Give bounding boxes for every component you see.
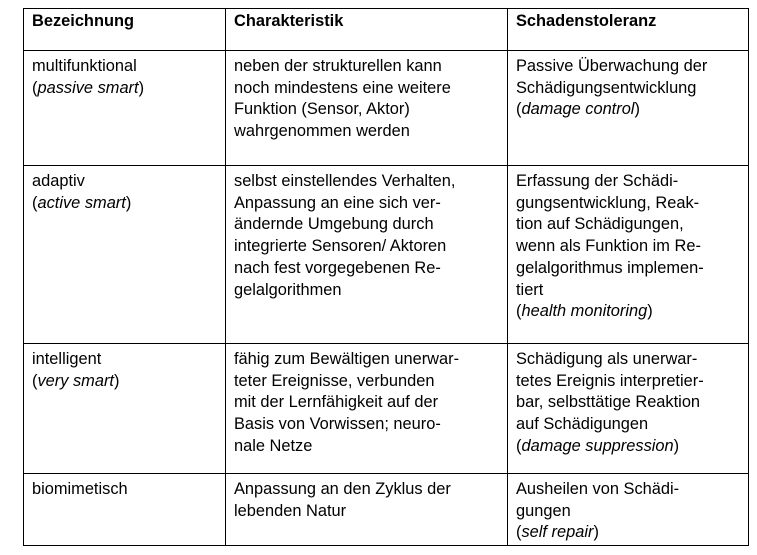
name-cell (24, 166, 226, 344)
tolerance-line: Schädigungsentwicklung (516, 78, 697, 97)
name-label: multifunktional (32, 57, 137, 75)
tolerance-cell (508, 474, 749, 546)
name-label: biomimetisch (32, 480, 128, 498)
tolerance-line: Ausheilen von Schädi- (516, 480, 680, 498)
tolerance-line: tion auf Schädigungen, (516, 215, 684, 234)
name-label: adaptiv (32, 172, 85, 190)
tolerance-line: Passive Überwachung der (516, 57, 708, 75)
table-body (24, 51, 749, 546)
tolerance-line: Schädigung als unerwar- (516, 350, 698, 368)
tolerance-line: auf Schädigungen (516, 415, 649, 434)
characteristic-line: teter Ereignisse, verbunden (234, 371, 435, 390)
tolerance-term: (damage suppression) (516, 436, 680, 455)
tolerance-line: tetes Ereignis interpretier- (516, 371, 704, 390)
characteristic-cell (226, 474, 508, 546)
tolerance-cell (508, 51, 749, 166)
table-header (24, 9, 749, 51)
characteristic-line: neben der strukturellen kann (234, 57, 442, 75)
characteristic-cell (226, 166, 508, 344)
header-row (24, 9, 749, 51)
tolerance-line: gungen (516, 501, 571, 520)
header-charakteristik: Charakteristik (226, 9, 508, 51)
name-label: intelligent (32, 350, 102, 368)
tolerance-term: (self repair) (516, 523, 599, 542)
characteristic-line: nale Netze (234, 436, 313, 455)
name-alt: (passive smart) (32, 78, 145, 97)
table-row (24, 166, 749, 344)
tolerance-line: bar, selbsttätige Reaktion (516, 393, 701, 412)
name-cell (24, 51, 226, 166)
name-cell (24, 474, 226, 546)
characteristic-cell (226, 51, 508, 166)
tolerance-term: (damage control) (516, 100, 640, 119)
characteristic-line: noch mindestens eine weitere (234, 78, 451, 97)
tolerance-line: Erfassung der Schädi- (516, 172, 679, 190)
table-row (24, 344, 749, 474)
table-row (24, 474, 749, 546)
characteristic-line: selbst einstellendes Verhalten, (234, 172, 456, 190)
tolerance-line: wenn als Funktion im Re- (516, 237, 701, 256)
tolerance-line: gelalgorithmus implemen- (516, 258, 704, 277)
tolerance-cell (508, 166, 749, 344)
tolerance-line: gungsentwicklung, Reak- (516, 193, 700, 212)
tolerance-cell (508, 344, 749, 474)
characteristic-line: nach fest vorgegebenen Re- (234, 258, 441, 277)
header-schadenstoleranz: Schadenstoleranz (508, 9, 749, 51)
characteristic-line: wahrgenommen werden (234, 122, 410, 141)
table-row (24, 51, 749, 166)
characteristic-line: Basis von Vorwissen; neuro- (234, 415, 441, 434)
characteristic-line: Funktion (Sensor, Aktor) (234, 100, 410, 119)
characteristic-line: Anpassung an eine sich ver- (234, 193, 441, 212)
name-alt: (active smart) (32, 193, 132, 212)
characteristic-cell (226, 344, 508, 474)
name-cell (24, 344, 226, 474)
characteristic-line: Anpassung an den Zyklus der (234, 480, 451, 498)
tolerance-line: tiert (516, 280, 544, 299)
name-alt: (very smart) (32, 371, 120, 390)
characteristic-line: lebenden Natur (234, 501, 347, 520)
characteristic-line: integrierte Sensoren/ Aktoren (234, 237, 447, 256)
characteristic-line: fähig zum Bewältigen unerwar- (234, 350, 460, 368)
header-bezeichnung: Bezeichnung (24, 9, 226, 51)
characteristic-line: ändernde Umgebung durch (234, 215, 434, 234)
characteristic-line: mit der Lernfähigkeit auf der (234, 393, 439, 412)
comparison-table (23, 8, 749, 546)
tolerance-term: (health monitoring) (516, 302, 653, 321)
characteristic-line: gelalgorithmen (234, 280, 342, 299)
